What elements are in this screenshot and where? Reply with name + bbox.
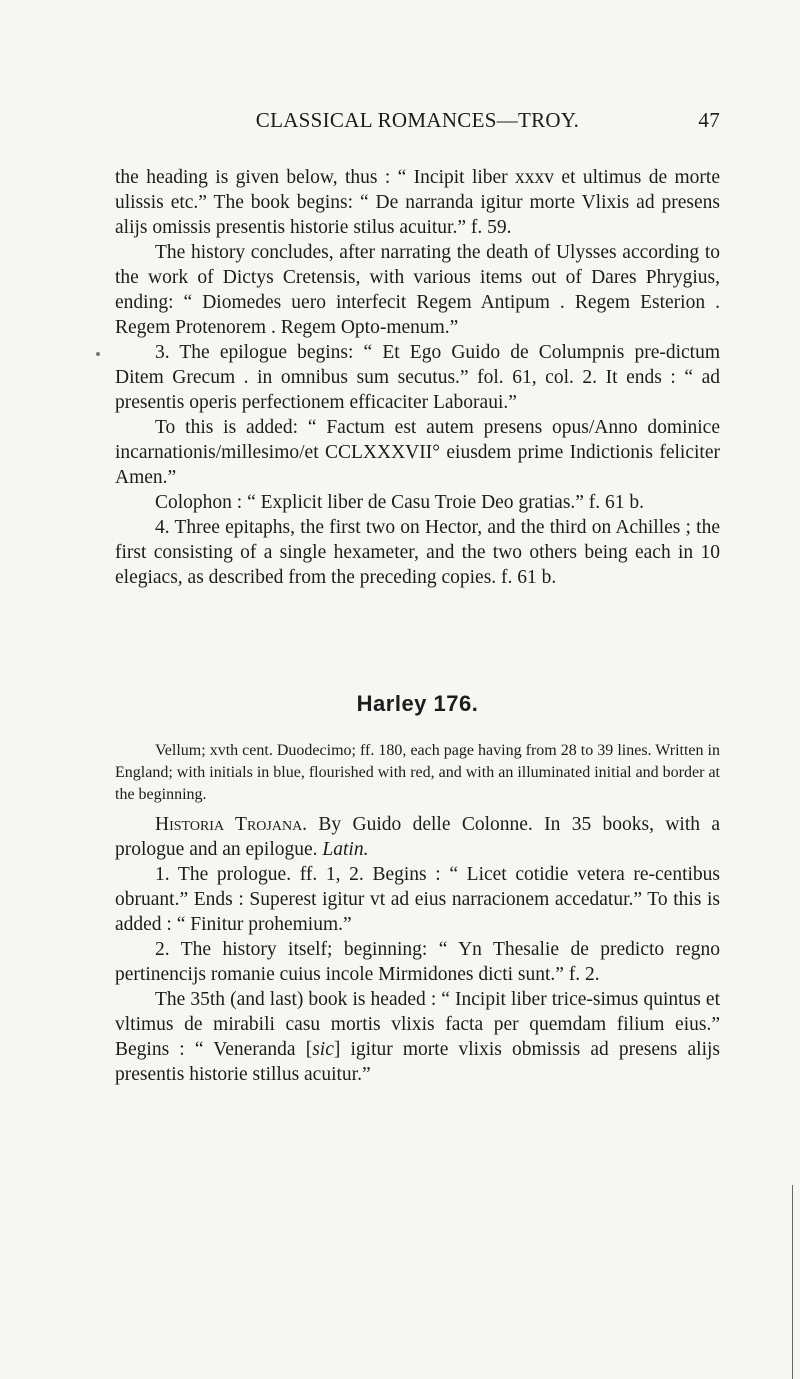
work-title: Historia Trojana. <box>155 814 308 835</box>
book-35-text-a: The 35th (and last) book is headed : “ Incipit liber trice-simus quintus et vltimus de mirabili casu mortis vlixis facta per quemdam filium eius.” Begins : “ Veneranda [ <box>115 989 720 1060</box>
book-35-text-b: ] igitur morte vlixis obmissis ad presens alijs presentis historie stillus acuitur.” <box>115 1039 721 1085</box>
paragraph-added: To this is added: “ Factum est autem presens opus/Anno dominice incarnationis/millesimo/et CCLXXXVII° eiusdem prime Indictionis feliciter Amen.” <box>115 417 720 488</box>
paragraph-book-35 <box>115 987 720 1087</box>
paragraph-epilogue: 3. The epilogue begins: “ Et Ego Guido de Columpnis pre-dictum Ditem Grecum . in omnibus sum secutus.” fol. 61, col. 2. It ends : “ ad presentis operis perfectionem efficaciter Laboraui.” <box>115 342 720 413</box>
page-number: 47 <box>698 108 720 132</box>
manuscript-description: Vellum; xvth cent. Duodecimo; ff. 180, each page having from 28 to 39 lines. Written in England; with initials in blue, flourished with red, and with an illuminated initial and border at the beginning. <box>115 742 720 803</box>
margin-dot <box>96 352 100 356</box>
paragraph-prologue: 1. The prologue. ff. 1, 2. Begins : “ Licet cotidie vetera re-centibus obruant.” Ends : Superest igitur vt ad eius narracionem accedatur.” To this is added : “ Finitur prohemium.” <box>115 864 720 935</box>
section-spacer <box>115 590 720 690</box>
sic-note: sic <box>312 1039 334 1060</box>
work-language: Latin. <box>322 839 369 860</box>
heading-spacer <box>115 718 720 740</box>
scan-edge-line <box>792 1185 793 1379</box>
paragraph-history-itself: 2. The history itself; beginning: “ Yn Thesalie de predicto regno pertinencijs romanie cuius incole Mirmidones dicti sunt.” f. 2. <box>115 939 720 985</box>
paragraph-epitaphs: 4. Three epitaphs, the first two on Hector, and the third on Achilles ; the first consisting of a single hexameter, and the two others being each in 10 elegiacs, as described from the preceding copies. f. 61 b. <box>115 517 720 588</box>
running-head <box>115 108 720 138</box>
text-block <box>115 165 720 1087</box>
paragraph-history-concludes: The history concludes, after narrating the death of Ulysses according to the work of Dictys Cretensis, with various items out of Dares Phrygius, ending: “ Diomedes uero interfecit Regem Antipum . Regem Esterion . Regem Protenorem . Regem Opto-menum.” <box>115 242 720 338</box>
work-author-books: By Guido delle Colonne. In 35 books, with a prologue and an epilogue. <box>115 814 721 860</box>
paragraph-continued-heading: the heading is given below, thus : “ Incipit liber xxxv et ultimus de morte ulissis etc.” The book begins: “ De narranda igitur morte Vlixis ad presens alijs omissis presentis historie stilus acuitur.” f. 59. <box>115 167 720 238</box>
paragraph-colophon: Colophon : “ Explicit liber de Casu Troie Deo gratias.” f. 61 b. <box>155 492 645 513</box>
running-head-title: CLASSICAL ROMANCES—TROY. <box>255 108 580 132</box>
paragraph-title <box>115 812 720 862</box>
manuscript-heading: Harley 176. <box>356 691 479 716</box>
